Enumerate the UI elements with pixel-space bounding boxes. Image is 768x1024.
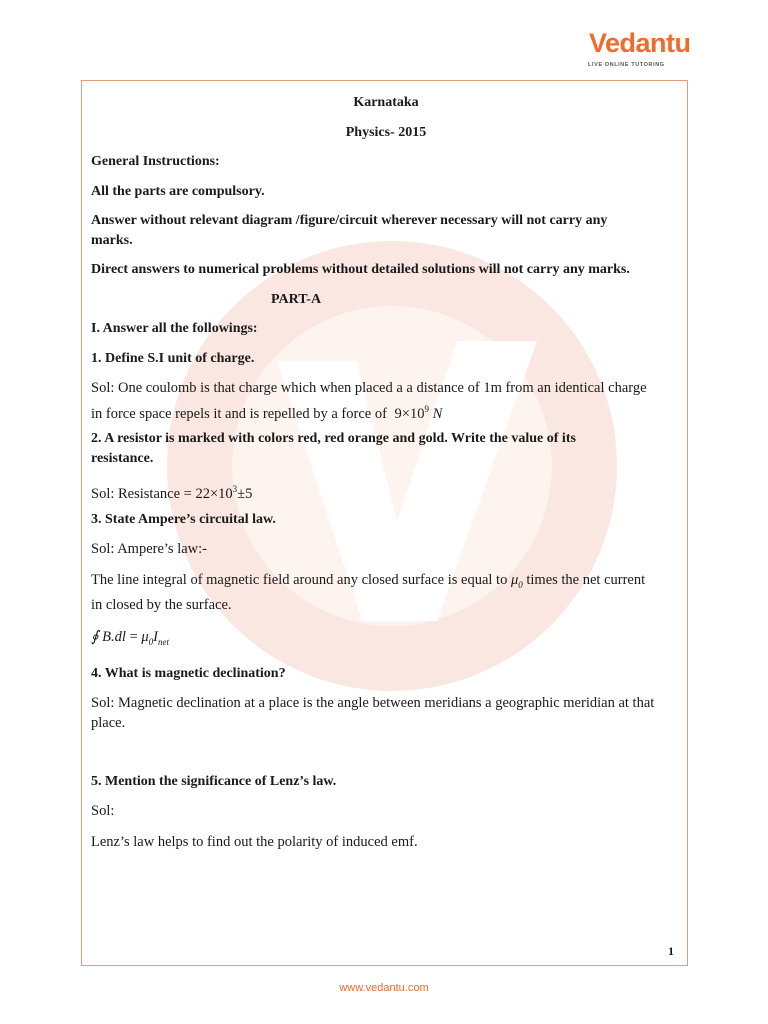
q4-question: 4. What is magnetic declination? xyxy=(91,666,286,681)
q3-equation-rhs xyxy=(141,629,169,645)
section-heading: I. Answer all the followings: xyxy=(91,321,258,336)
q3-eq-I-sub: net xyxy=(158,636,170,647)
q3-eq-mu-sub: 0 xyxy=(148,636,154,647)
logo-text: Vedantu xyxy=(589,28,691,58)
q1-formula xyxy=(395,406,443,422)
board-title: Karnataka xyxy=(353,95,419,110)
q1-sol-text: in force space repels it and is repelled by a force of xyxy=(91,405,387,422)
q2-formula-tail: ±5 xyxy=(237,485,253,502)
q3-mu-sub: 0 xyxy=(518,579,523,590)
q3-sol: Sol: Ampere’s law:- xyxy=(91,541,207,557)
q2-question-line1: 2. A resistor is marked with colors red, red orange and gold. Write the value of its xyxy=(91,431,576,446)
q3-eq-mu: μ xyxy=(141,629,149,645)
instruction-1: All the parts are compulsory. xyxy=(91,184,265,199)
q1-sol-line2 xyxy=(91,400,442,423)
logo-tagline: LIVE ONLINE TUTORING xyxy=(588,62,665,68)
page-number: 1 xyxy=(668,944,674,958)
vedantu-v-watermark-icon xyxy=(157,231,627,701)
q3-equation-lhs: ∮ B.dl xyxy=(91,629,126,645)
vedantu-logo xyxy=(585,28,691,72)
q3-text-a: The line integral of magnetic field around any closed surface is equal to xyxy=(91,572,508,588)
subject-title: Physics- 2015 xyxy=(345,125,427,140)
q2-sol-prefix: Sol: Resistance xyxy=(91,485,181,502)
q2-formula-base: 22×10 xyxy=(195,485,233,502)
q2-question-line2: resistance. xyxy=(91,451,154,466)
q3-mu xyxy=(511,572,523,588)
q4-sol-line1: Sol: Magnetic declination at a place is the angle between meridians a geographic meridian at that xyxy=(91,695,655,711)
q3-mu-symbol: μ xyxy=(510,572,519,588)
q1-formula-base: 9×10 xyxy=(394,405,425,422)
q1-formula-exp: 9 xyxy=(424,404,429,414)
q1-sol-line1: Sol: One coulomb is that charge which when placed a a distance of 1m from an identical charge xyxy=(91,380,647,396)
q3-eq-I: I xyxy=(153,629,159,645)
q4-sol-line2: place. xyxy=(91,715,126,731)
q3-text-line2: in closed by the surface. xyxy=(91,597,232,613)
q5-answer: Lenz’s law helps to find out the polarity of induced emf. xyxy=(91,834,418,850)
q2-sol xyxy=(91,480,252,503)
q1-formula-unit: N xyxy=(432,405,443,422)
q3-equation xyxy=(91,628,169,651)
q3-text-b: times the net current xyxy=(526,572,646,588)
q2-formula-exp: 3 xyxy=(232,484,238,494)
footer-url[interactable]: www.vedantu.com xyxy=(339,982,429,994)
q5-question: 5. Mention the significance of Lenz’s law. xyxy=(91,774,337,789)
instruction-2: Answer without relevant diagram /figure/circuit wherever necessary will not carry any xyxy=(91,213,608,228)
q3-question: 3. State Ampere’s circuital law. xyxy=(91,512,276,527)
instruction-3: Direct answers to numerical problems without detailed solutions will not carry any marks. xyxy=(91,262,630,277)
q5-sol: Sol: xyxy=(91,803,115,819)
q3-text-line1 xyxy=(91,571,645,594)
q1-question: 1. Define S.I unit of charge. xyxy=(91,351,255,366)
q3-equation-eq: = xyxy=(129,629,138,645)
instructions-heading: General Instructions: xyxy=(91,154,220,169)
part-heading: PART-A xyxy=(271,292,322,307)
instruction-2-cont: marks. xyxy=(91,233,133,248)
q2-formula-eq: = xyxy=(183,485,192,502)
